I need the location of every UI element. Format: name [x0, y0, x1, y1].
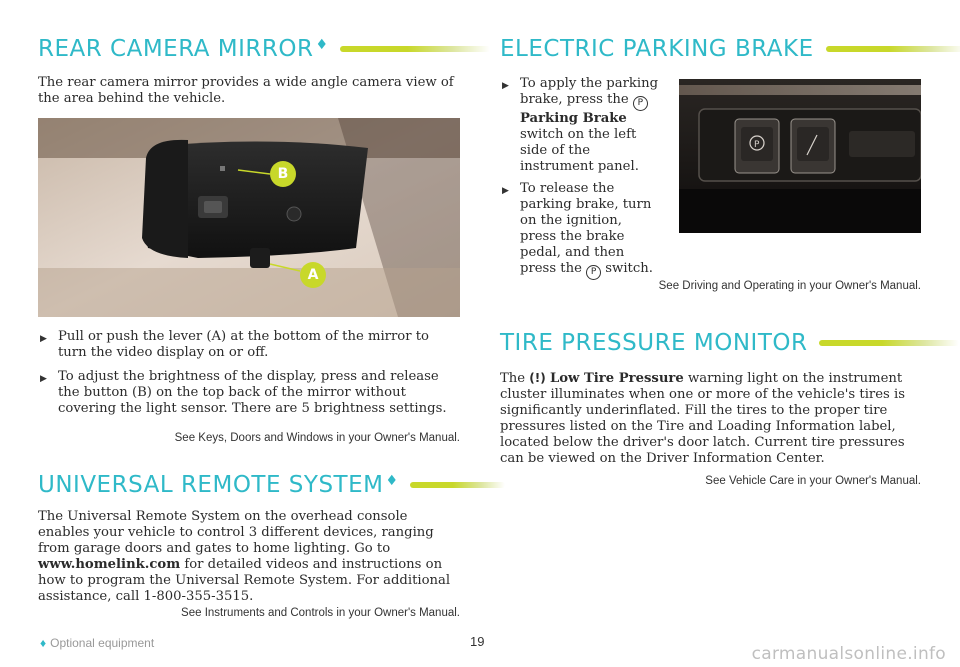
- parking-brake-heading: [500, 36, 960, 62]
- bullet-arrow-icon: ▶: [40, 334, 47, 344]
- tire-pressure-warning-icon: (!): [529, 371, 546, 385]
- parking-brake-text: To apply the parking brake, press the: [520, 76, 659, 107]
- optional-equipment-note: [40, 636, 154, 650]
- parking-brake-icon: P: [633, 96, 648, 111]
- rear-camera-heading: [38, 36, 490, 62]
- bullet-arrow-icon: ▶: [502, 186, 509, 196]
- bullet-arrow-icon: ▶: [40, 374, 47, 384]
- universal-remote-text: for detailed videos and instructions on how to program the Universal Remote System. For additional assistance, call 1-800-355-3515.: [38, 557, 451, 604]
- tire-pressure-text: warning light on the instrument cluster illuminates when one or more of the vehicle's tires is significantly underinflated. Fill the tires to the proper tire pressures listed on the Tire and Loading Information label, located below the driver's door latch. Current tire pressures can be viewed on the Driver Information Center.: [500, 371, 905, 466]
- parking-brake-switch-photo: [679, 79, 921, 233]
- tire-pressure-title: TIRE PRESSURE MONITOR: [500, 330, 808, 356]
- optional-diamond-icon: ♦: [40, 636, 47, 650]
- parking-brake-reference: See Driving and Operating in your Owner's Manual.: [658, 280, 921, 292]
- svg-text:P: P: [754, 140, 760, 150]
- tire-pressure-heading: [500, 330, 959, 356]
- heading-rule: [826, 46, 960, 52]
- heading-rule: [819, 340, 959, 346]
- parking-brake-icon: P: [586, 265, 601, 280]
- parking-brake-bold: Parking Brake: [520, 111, 627, 126]
- callout-a: A: [300, 262, 326, 288]
- universal-remote-title: UNIVERSAL REMOTE SYSTEM: [38, 472, 384, 498]
- rear-camera-bullet-text: Pull or push the lever (A) at the bottom of the mirror to turn the video display on or off.: [58, 329, 429, 360]
- universal-remote-body: [38, 509, 460, 605]
- parking-brake-text: switch.: [605, 261, 653, 276]
- optional-diamond-icon: ♦: [385, 473, 399, 489]
- rear-camera-reference: See Keys, Doors and Windows in your Owner's Manual.: [174, 432, 460, 444]
- optional-diamond-icon: ♦: [315, 37, 329, 53]
- watermark: carmanualsonline.info: [751, 644, 946, 664]
- homelink-link[interactable]: www.homelink.com: [38, 557, 181, 572]
- parking-brake-text: To release the parking brake, turn on the ignition, press the brake pedal, and then press the: [520, 181, 652, 276]
- rear-camera-bullet-1: [40, 329, 460, 361]
- universal-remote-text: The Universal Remote System on the overhead console enables your vehicle to control 3 different devices, ranging from garage doors and gates to home lighting. Go to: [38, 509, 434, 556]
- optional-note-text: Optional equipment: [50, 636, 155, 650]
- parking-brake-bullet-1: [502, 76, 660, 175]
- parking-brake-text: switch on the left side of the instrument panel.: [520, 127, 639, 174]
- bullet-arrow-icon: ▶: [502, 81, 509, 91]
- mirror-image: [38, 118, 460, 317]
- rear-camera-mirror-photo: [38, 118, 460, 317]
- universal-remote-heading: [38, 472, 505, 498]
- tire-pressure-bold: Low Tire Pressure: [549, 371, 684, 386]
- rear-camera-bullet-2: [40, 369, 460, 417]
- heading-rule: [340, 46, 490, 52]
- tire-pressure-reference: See Vehicle Care in your Owner's Manual.: [705, 475, 921, 487]
- parking-brake-title: ELECTRIC PARKING BRAKE: [500, 36, 814, 62]
- rear-camera-intro: The rear camera mirror provides a wide angle camera view of the area behind the vehicle.: [38, 75, 454, 106]
- page-number: 19: [470, 634, 485, 649]
- rear-camera-bullet-text: To adjust the brightness of the display, press and release the button (B) on the top back of the mirror without covering the light sensor. There are 5 brightness settings.: [58, 369, 447, 416]
- parking-brake-bullet-2: [502, 181, 660, 280]
- tire-pressure-body: [500, 370, 920, 467]
- heading-rule: [410, 482, 505, 488]
- callout-b: B: [270, 161, 296, 187]
- universal-remote-reference: See Instruments and Controls in your Owner's Manual.: [181, 607, 460, 619]
- tire-pressure-text: The: [500, 371, 526, 386]
- rear-camera-title: REAR CAMERA MIRROR: [38, 36, 314, 62]
- parking-switch-image: [679, 79, 921, 233]
